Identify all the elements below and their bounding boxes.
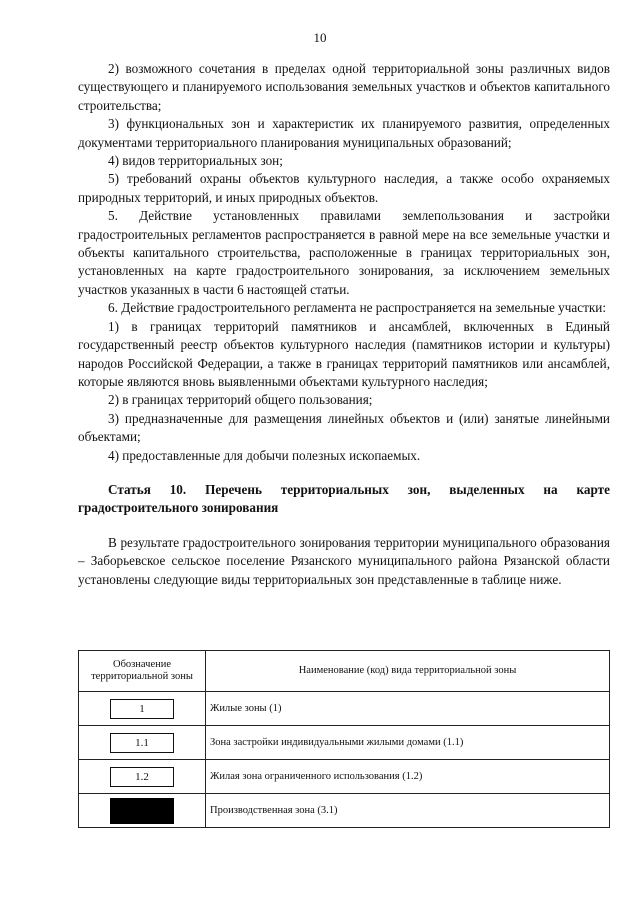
table-row bbox=[79, 692, 610, 726]
zone-swatch-black bbox=[110, 798, 174, 824]
zone-name: Жилые зоны (1) bbox=[206, 692, 610, 726]
intro-paragraph: В результате градостроительного зонирования территории муниципального образования – Заборьевское сельское поселение Рязанского муниципального района Рязанской области установлены следующие виды территориальных зон представленные в таблице ниже. bbox=[78, 534, 610, 587]
zone-name: Зона застройки индивидуальными жилыми домами (1.1) bbox=[206, 726, 610, 760]
zone-name: Производственная зона (3.1) bbox=[206, 794, 610, 828]
page-number: 10 bbox=[313, 30, 327, 45]
paragraph: 5) требований охраны объектов культурного наследия, а также особо охраняемых природных территорий, и иных природных объектов. bbox=[78, 171, 610, 205]
zone-code-box: 1 bbox=[110, 699, 174, 719]
paragraph: 5. Действие установленных правилами землепользования и застройки градостроительных регламентов распространяется в равной мере на все земельные участки и объекты капитального строительства, расположенные в границах территориальных зон, установленных на карте градостроительного зонирования, за исключением земельных участков указанных в части 6 настоящей статьи. bbox=[78, 208, 610, 297]
body-text bbox=[78, 60, 610, 589]
zone-code-box: 1.1 bbox=[110, 733, 174, 753]
paragraph: 3) предназначенные для размещения линейных объектов и (или) занятые линейными объектами; bbox=[78, 410, 610, 445]
zone-code-box: 1.2 bbox=[110, 767, 174, 787]
zone-name: Жилая зона ограниченного использования (1.2) bbox=[206, 760, 610, 794]
article-heading: Статья 10. Перечень территориальных зон, выделенных на карте градостроительного зонирования bbox=[78, 481, 610, 516]
table-row bbox=[79, 794, 610, 828]
paragraph: 2) в границах территорий общего пользования; bbox=[108, 392, 373, 408]
paragraph: 4) предоставленные для добычи полезных ископаемых. bbox=[108, 447, 421, 463]
paragraph: 3) функциональных зон и характеристик их планируемого развития, определенных документами территориального планирования муниципальных образований; bbox=[78, 116, 610, 150]
paragraph: 4) видов территориальных зон; bbox=[108, 153, 283, 169]
table-row bbox=[79, 726, 610, 760]
zones-table bbox=[78, 650, 610, 828]
header-name: Наименование (код) вида территориальной зоны bbox=[206, 651, 610, 692]
table-header-row bbox=[79, 651, 610, 692]
paragraph: 6. Действие градостроительного регламента не распространяется на земельные участки: bbox=[108, 300, 606, 316]
paragraph: 1) в границах территорий памятников и ансамблей, включенных в Единый государственный реестр объектов культурного наследия (памятников истории и культуры) народов Российской Федерации, а также в границах территорий памятников или ансамблей, которые являются вновь выявленными объектами культурного наследия; bbox=[78, 318, 610, 389]
paragraph: 2) возможного сочетания в пределах одной территориальной зоны различных видов существующего и планируемого использования земельных участков и объектов капитального строительства; bbox=[78, 61, 610, 113]
header-code: Обозначение территориальной зоны bbox=[79, 651, 206, 692]
table-row bbox=[79, 760, 610, 794]
